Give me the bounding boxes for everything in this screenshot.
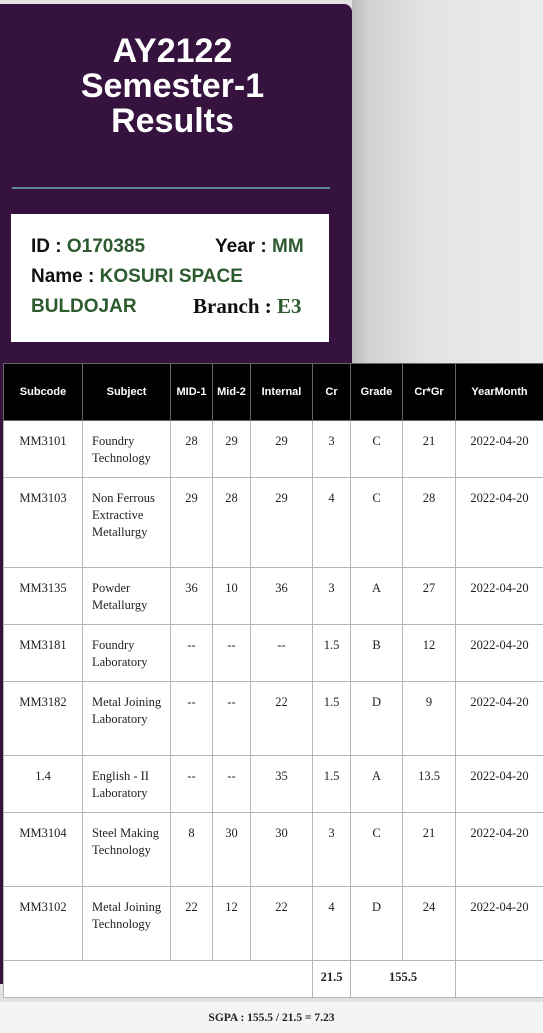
table-cell: Non Ferrous Extractive Metallurgy [83,478,171,568]
student-year: Year : MM [215,236,304,257]
table-cell: B [351,625,403,682]
total-credit-grade: 155.5 [351,961,456,998]
table-cell: 1.5 [313,625,351,682]
table-row [4,756,543,813]
col-header: Grade [351,364,403,421]
table-cell: 1.4 [4,756,83,813]
table-cell: 2022-04-20 [456,682,543,756]
table-cell: 27 [403,568,456,625]
table-cell: 3 [313,421,351,478]
table-cell: C [351,421,403,478]
table-total-row [4,961,543,998]
table-cell: 3 [313,813,351,887]
col-header: Internal [251,364,313,421]
table-cell: 1.5 [313,756,351,813]
results-table [3,363,543,998]
title-line-2: Semester-1 [80,67,265,105]
table-cell: 29 [251,421,313,478]
table-cell: -- [171,756,213,813]
table-row [4,568,543,625]
table-cell: 21 [403,421,456,478]
table-cell: 28 [213,478,251,568]
col-header: Mid-2 [213,364,251,421]
title-divider [12,187,330,189]
table-cell: MM3135 [4,568,83,625]
col-header: Subcode [4,364,83,421]
table-header-row [4,364,543,421]
table-cell: 22 [251,887,313,961]
table-cell: 2022-04-20 [456,568,543,625]
table-row [4,625,543,682]
student-name: Name : KOSURI SPACE [31,266,243,287]
table-cell: Metal Joining Technology [83,887,171,961]
table-cell: 24 [403,887,456,961]
table-cell: 28 [403,478,456,568]
table-cell: 35 [251,756,313,813]
table-cell: -- [213,625,251,682]
table-cell: 28 [171,421,213,478]
student-id-value: O170385 [66,236,146,257]
table-cell: 36 [251,568,313,625]
table-cell: 29 [213,421,251,478]
table-cell: C [351,478,403,568]
table-cell: 1.5 [313,682,351,756]
total-credits: 21.5 [313,961,351,998]
table-cell: 2022-04-20 [456,421,543,478]
table-cell: Powder Metallurgy [83,568,171,625]
table-cell: 12 [403,625,456,682]
table-cell: MM3103 [4,478,83,568]
table-cell: 22 [171,887,213,961]
col-header: YearMonth [456,364,543,421]
table-cell: 36 [171,568,213,625]
table-cell: 29 [171,478,213,568]
background-shadow [352,0,543,365]
table-cell: 4 [313,887,351,961]
table-cell: Steel Making Technology [83,813,171,887]
table-cell: 8 [171,813,213,887]
table-cell: A [351,756,403,813]
table-row [4,421,543,478]
student-branch: Branch : E3 [193,294,302,318]
student-year-value: MM [272,236,304,257]
table-cell: Foundry Laboratory [83,625,171,682]
sgpa-summary: SGPA : 155.5 / 21.5 = 7.23 [208,1012,335,1024]
table-cell: Metal Joining Laboratory [83,682,171,756]
student-name-value: KOSURI SPACE [99,266,243,287]
student-info-card [11,214,329,342]
table-cell: MM3102 [4,887,83,961]
table-cell: 29 [251,478,313,568]
table-cell: 2022-04-20 [456,756,543,813]
title-line-3: Results [111,102,234,140]
table-cell: 13.5 [403,756,456,813]
table-cell: MM3101 [4,421,83,478]
table-row [4,813,543,887]
table-cell: 3 [313,568,351,625]
table-cell: C [351,813,403,887]
table-cell: 10 [213,568,251,625]
col-header: Cr [313,364,351,421]
table-cell: 2022-04-20 [456,478,543,568]
table-cell: D [351,887,403,961]
results-table-container [3,363,543,998]
table-cell: English - II Laboratory [83,756,171,813]
table-cell: -- [171,625,213,682]
table-cell: -- [213,756,251,813]
table-cell: 30 [213,813,251,887]
col-header: Subject [83,364,171,421]
table-cell: -- [171,682,213,756]
table-row [4,478,543,568]
col-header: Cr*Gr [403,364,456,421]
student-name-continued: BULDOJAR [31,296,137,317]
table-cell: 2022-04-20 [456,887,543,961]
table-cell: MM3181 [4,625,83,682]
table-cell: 22 [251,682,313,756]
table-cell: -- [251,625,313,682]
table-cell: D [351,682,403,756]
table-cell: MM3104 [4,813,83,887]
student-id: ID : O170385 [31,236,146,257]
title-line-1: AY2122 [112,32,233,70]
table-cell: 12 [213,887,251,961]
table-cell: 30 [251,813,313,887]
page-title [0,34,345,139]
table-cell: Foundry Technology [83,421,171,478]
table-cell: 21 [403,813,456,887]
table-row [4,887,543,961]
col-header: MID-1 [171,364,213,421]
table-row [4,682,543,756]
table-cell: 9 [403,682,456,756]
table-cell: 2022-04-20 [456,625,543,682]
table-cell: MM3182 [4,682,83,756]
table-cell: -- [213,682,251,756]
student-branch-value: E3 [277,294,302,318]
table-cell: 2022-04-20 [456,813,543,887]
table-cell: A [351,568,403,625]
table-cell: 4 [313,478,351,568]
